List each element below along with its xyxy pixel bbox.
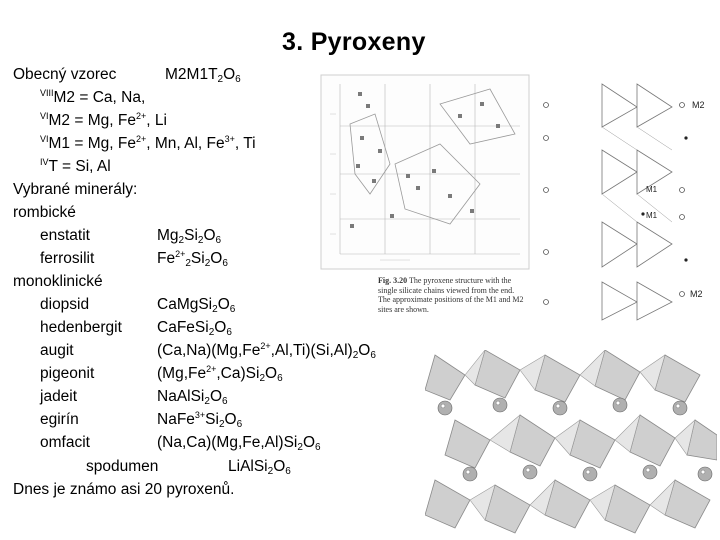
mineral-name-augit: augit: [40, 342, 74, 359]
monoclinic-heading: monoklinické: [13, 273, 103, 290]
slide-title: 3. Pyroxeny: [282, 28, 426, 56]
polyhedral-structure-figure: [425, 350, 717, 535]
orthorhombic-heading: rombické: [13, 204, 76, 221]
minerals-heading: Vybrané minerály:: [13, 181, 138, 198]
general-formula: $M2M1T_2O_6$: [165, 66, 241, 85]
figure-caption-text: The pyroxene structure with the single silicate chains viewed from the end. The approximate positions of the M1 and M2 sites are shown.: [378, 276, 524, 314]
mineral-formula-ferrosilit: $Fe^{2+}_2Si_2O_6$: [157, 249, 228, 269]
mineral-name-spodumen: spodumen: [86, 458, 159, 475]
site-vi-m1: $^{VI}$M1 = Mg, $Fe^{2+}$, Mn, Al, $Fe^{3+}$, Ti: [40, 134, 256, 152]
mineral-formula-enstatit: $Mg_2Si_2O_6$: [157, 227, 222, 246]
mineral-formula-egirin: $NaFe^{3+}Si_2O_6$: [157, 410, 243, 430]
mineral-formula-diopsid: $CaMgSi_2O_6$: [157, 296, 236, 315]
footer-note: Dnes je známo asi 20 pyroxenů.: [13, 481, 235, 498]
pyroxene-chain-figure: [532, 72, 712, 322]
mineral-name-pigeonit: pigeonit: [40, 365, 95, 382]
site-label-m2-bottom: M2: [690, 289, 703, 299]
site-label-m1-upper: M1: [646, 185, 658, 194]
mineral-formula-jadeit: $NaAlSi_2O_6$: [157, 388, 228, 407]
figure-caption-label: Fig. 3.20: [378, 276, 408, 285]
mineral-name-egirin: egirín: [40, 411, 79, 428]
mineral-formula-augit: $(Ca,Na)(Mg,Fe^{2+},Al,Ti)(Si,Al)_2O_6$: [157, 341, 376, 361]
mineral-name-jadeit: jadeit: [40, 388, 78, 405]
mineral-formula-spodumen: $LiAlSi_2O_6$: [228, 458, 291, 477]
mineral-name-enstatit: enstatit: [40, 227, 90, 244]
site-label-m1-lower: M1: [646, 211, 658, 220]
site-vi-m2: $^{VI}$M2 = Mg, $Fe^{2+}$, Li: [40, 111, 167, 129]
mineral-name-omfacit: omfacit: [40, 434, 90, 451]
mineral-formula-omfacit: $(Na,Ca)(Mg,Fe,Al)Si_2O_6$: [157, 434, 321, 453]
mineral-name-ferrosilit: ferrosilit: [40, 250, 95, 267]
mineral-formula-pigeonit: $(Mg,Fe^{2+},Ca)Si_2O_6$: [157, 364, 283, 384]
site-iv-t: $^{IV}$T = Si, Al: [40, 157, 111, 175]
mineral-name-hedenbergit: hedenbergit: [40, 319, 122, 336]
site-viii-m2: $^{VIII}$M2 = Ca, Na,: [40, 88, 146, 106]
ion-radius-figure: [320, 74, 530, 270]
mineral-formula-hedenbergit: $CaFeSi_2O_6$: [157, 319, 232, 338]
figure-caption: [378, 276, 528, 314]
site-label-m2-top: M2: [692, 100, 705, 110]
formula-label: Obecný vzorec: [13, 66, 117, 83]
mineral-name-diopsid: diopsid: [40, 296, 90, 313]
